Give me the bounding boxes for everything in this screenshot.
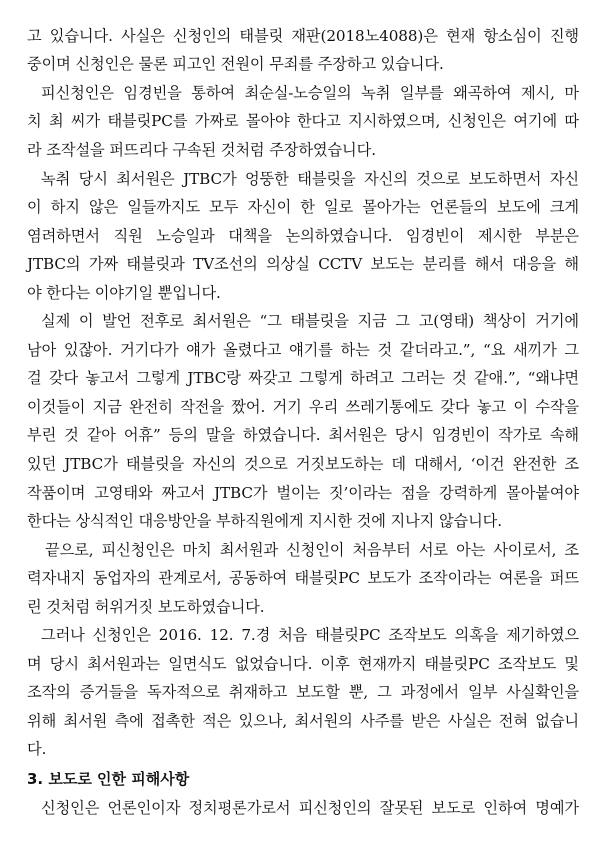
paragraph-line: 고 있습니다. 사실은 신청인의 태블릿 재판(2018노4088)은 현재 항소심이 진행 <box>27 27 579 45</box>
paragraph-line: 중이며 신청인은 물론 피고인 전원이 무죄를 주장하고 있습니다. <box>27 55 444 73</box>
paragraph-line: 끝으로, 피신청인은 마치 최서원과 신청인이 처음부터 서로 아는 사이로서, 조 <box>45 541 579 559</box>
paragraph-line: 실제 이 발언 전후로 최서원은 “그 태블릿을 지금 그 고(영태) 책상이 거기에 <box>41 312 579 330</box>
paragraph-line: 남아 있잖아. 거기다가 얘가 올렸다고 얘기를 하는 것 같더라고.”, “요 새끼가 그 <box>27 341 579 359</box>
section-heading: 3. 보도로 인한 피해사항 <box>27 770 190 788</box>
paragraph-line: 야 한다는 이야기일 뿐입니다. <box>27 284 221 302</box>
paragraph-line: 한다는 상식적인 대응방안을 부하직원에게 지시한 것에 지나지 않습니다. <box>27 512 502 530</box>
paragraph-line: 부린 것 같아 어휴” 등의 말을 하였습니다. 최서원은 당시 임경빈이 작가로 속해 <box>27 426 579 444</box>
paragraph-line: 작품이며 고영태와 짜고서 JTBC가 벌이는 짓’이라는 점을 강력하게 몰아붙여야 <box>27 484 579 502</box>
paragraph-line: 다. <box>27 740 47 758</box>
paragraph-line: 염려하면서 직원 노승일과 대책을 논의하였습니다. 임경빈이 제시한 부분은 <box>27 227 579 245</box>
paragraph-line: 이것들이 지금 완전히 작전을 짰어. 거기 우리 쓰레기통에도 갖다 놓고 이 수작을 <box>27 398 579 416</box>
paragraph-line: JTBC의 가짜 태블릿과 TV조선의 의상실 CCTV 보도는 분리를 해서 대응을 해 <box>27 255 579 273</box>
paragraph-line: 그러나 신청인은 2016. 12. 7.경 처음 태블릿PC 조작보도 의혹을 제기하였으 <box>41 626 579 644</box>
paragraph-line: 걸 갖다 놓고서 그렇게 JTBC랑 짜갖고 그렇게 하려고 그러는 것 같애.”, “왜냐면 <box>27 369 579 387</box>
paragraph-line: 라 조작설을 퍼뜨리다 구속된 것처럼 주장하였습니다. <box>27 141 376 159</box>
paragraph-line: 녹취 당시 최서원은 JTBC가 엉뚱한 태블릿을 자신의 것으로 보도하면서 자신 <box>41 170 579 188</box>
paragraph-line: 조작의 증거들을 독자적으로 취재하고 보도할 뿐, 그 과정에서 일부 사실확인을 <box>27 683 579 701</box>
paragraph-line: 있던 JTBC가 태블릿을 자신의 것으로 거짓보도하는 데 대해서, ‘이건 완전한 조 <box>27 455 579 473</box>
paragraph-line: 위해 최서원 측에 접촉한 적은 있으나, 최서원의 사주를 받은 사실은 전혀 없습니 <box>27 712 579 730</box>
paragraph-line: 린 것처럼 허위거짓 보도하였습니다. <box>27 598 265 616</box>
paragraph-line: 며 당시 최서원과는 일면식도 없었습니다. 이후 현재까지 태블릿PC 조작보도 및 <box>27 655 579 673</box>
paragraph-line: 신청인은 언론인이자 정치평론가로서 피신청인의 잘못된 보도로 인하여 명예가 <box>41 799 579 817</box>
paragraph-line: 피신청인은 임경빈을 통하여 최순실-노승일의 녹취 일부를 왜곡하여 제시, 마 <box>41 84 579 102</box>
paragraph-line: 이 하지 않은 일들까지도 모두 자신이 한 일로 몰아가는 언론들의 보도에 크게 <box>27 198 579 216</box>
paragraph-line: 치 최 씨가 태블릿PC를 가짜로 몰아야 한다고 지시하였으며, 신청인은 여기에 따 <box>27 112 579 130</box>
paragraph-line: 력자내지 동업자의 관계로서, 공동하여 태블릿PC 보도가 조작이라는 여론을 퍼뜨 <box>27 569 579 587</box>
